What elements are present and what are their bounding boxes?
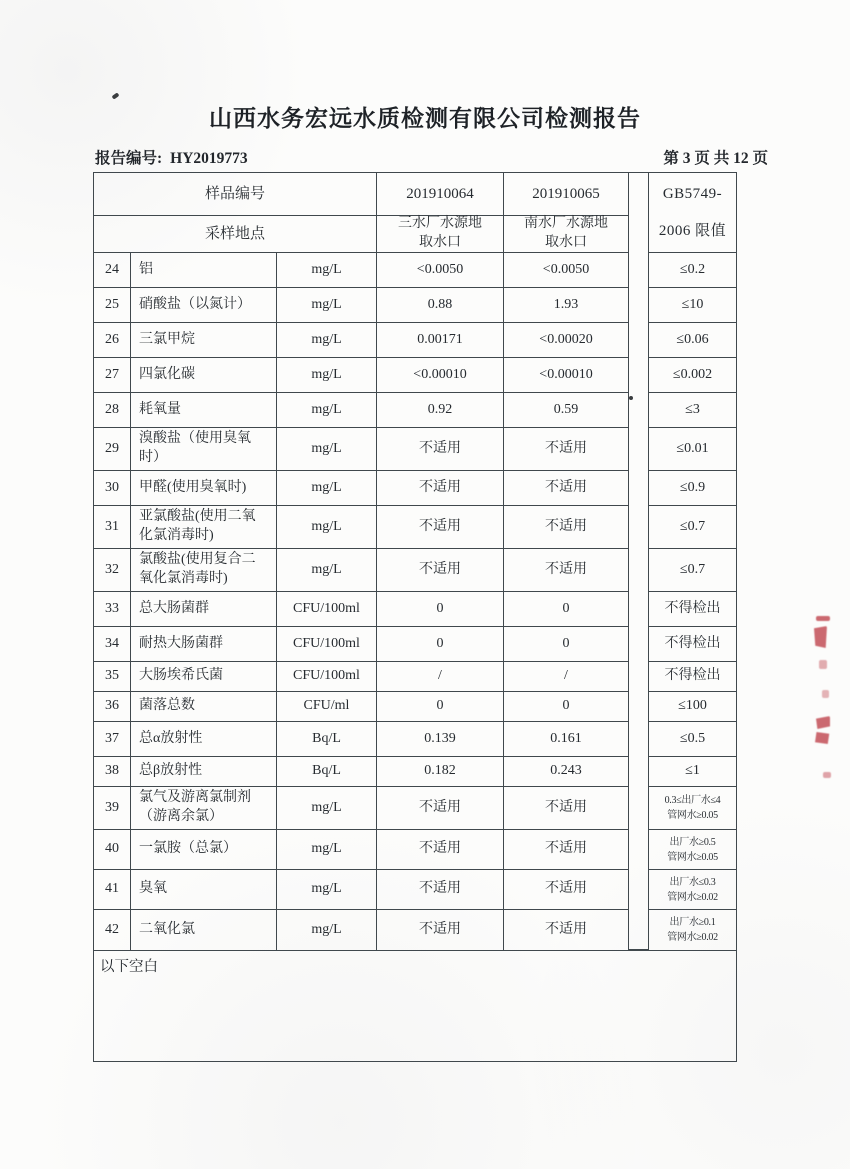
unit-cell: CFU/100ml	[277, 662, 377, 692]
sample1-value-cell: 不适用	[377, 830, 504, 870]
sample2-value-cell: 1.93	[504, 288, 629, 323]
row-number-cell: 28	[94, 393, 131, 428]
sample2-value-cell: 不适用	[504, 787, 629, 830]
sample1-value-cell: 0.88	[377, 288, 504, 323]
param-name-cell: 四氯化碳	[131, 358, 277, 393]
sample2-site-cell	[504, 216, 629, 253]
limit-cell: 0.3≤出厂水≤4 管网水≥0.05	[648, 787, 736, 830]
sample2-value-cell: <0.00020	[504, 323, 629, 358]
sample1-value-cell: 0	[377, 627, 504, 662]
sample1-site-text: 三水厂水源地取水口	[398, 216, 482, 250]
blank-footer-cell: 以下空白	[94, 950, 736, 1061]
sample2-value-cell: 0	[504, 692, 629, 722]
limit-header-line1: GB5749-	[662, 185, 723, 202]
row-number-cell: 32	[94, 549, 131, 592]
row-number-cell: 29	[94, 428, 131, 471]
report-number	[95, 146, 256, 168]
sample1-value-cell: 不适用	[377, 787, 504, 830]
param-name-cell: 甲醛(使用臭氧时)	[131, 471, 277, 506]
unit-cell: CFU/100ml	[277, 627, 377, 662]
sample1-value-cell: 0.92	[377, 393, 504, 428]
report-number-value: HY2019773	[170, 150, 248, 167]
limit-cell: ≤3	[648, 393, 736, 428]
unit-cell: mg/L	[277, 787, 377, 830]
scan-speck	[111, 92, 119, 99]
row-number-cell: 31	[94, 506, 131, 549]
report-number-label: 报告编号:	[95, 150, 163, 167]
sample2-value-cell: /	[504, 662, 629, 692]
param-name-cell: 总大肠菌群	[131, 592, 277, 627]
row-number-cell: 36	[94, 692, 131, 722]
sample1-value-cell: 0.00171	[377, 323, 504, 358]
param-name-cell: 耐热大肠菌群	[131, 627, 277, 662]
limit-cell: 出厂水≥0.1 管网水≥0.02	[648, 910, 736, 950]
results-table-grid	[94, 173, 736, 1061]
limit-cell: ≤1	[648, 757, 736, 787]
row-number-cell: 38	[94, 757, 131, 787]
param-name-cell: 总β放射性	[131, 757, 277, 787]
row-number-cell: 27	[94, 358, 131, 393]
unit-cell: mg/L	[277, 358, 377, 393]
param-name-cell: 二氧化氯	[131, 910, 277, 950]
limit-cell: 不得检出	[648, 662, 736, 692]
sample1-value-cell: 不适用	[377, 428, 504, 471]
param-name-cell: 耗氧量	[131, 393, 277, 428]
row-number-cell: 39	[94, 787, 131, 830]
sample1-value-cell: 0.182	[377, 757, 504, 787]
limit-cell: 不得检出	[648, 592, 736, 627]
param-name-cell: 臭氧	[131, 870, 277, 910]
param-name-cell: 氯酸盐(使用复合二氧化氯消毒时)	[131, 549, 277, 592]
sample2-value-cell: 不适用	[504, 428, 629, 471]
row-number-cell: 24	[94, 253, 131, 288]
unit-cell: mg/L	[277, 288, 377, 323]
unit-cell: mg/L	[277, 323, 377, 358]
sample2-value-cell: 0.59	[504, 393, 629, 428]
unit-cell: mg/L	[277, 393, 377, 428]
limit-cell: ≤100	[648, 692, 736, 722]
limit-cell: 出厂水≤0.3 管网水≥0.02	[648, 870, 736, 910]
sample2-value-cell: 不适用	[504, 471, 629, 506]
unit-cell: mg/L	[277, 506, 377, 549]
row-number-cell: 42	[94, 910, 131, 950]
sample2-number-cell: 201910065	[504, 173, 629, 216]
sample2-value-cell: 0	[504, 592, 629, 627]
row-number-cell: 34	[94, 627, 131, 662]
row-number-cell: 35	[94, 662, 131, 692]
sample1-value-cell: 不适用	[377, 506, 504, 549]
sample2-site-text: 南水厂水源地取水口	[524, 216, 608, 250]
sample2-value-cell: 不适用	[504, 870, 629, 910]
param-name-cell: 菌落总数	[131, 692, 277, 722]
sample1-value-cell: 不适用	[377, 910, 504, 950]
sample1-value-cell: 不适用	[377, 471, 504, 506]
sample1-value-cell: /	[377, 662, 504, 692]
sample2-value-cell: <0.0050	[504, 253, 629, 288]
limit-header-cell	[648, 173, 736, 253]
limit-cell: ≤0.5	[648, 722, 736, 757]
unit-cell: mg/L	[277, 549, 377, 592]
limit-cell: ≤0.002	[648, 358, 736, 393]
unit-cell: mg/L	[277, 428, 377, 471]
row-number-cell: 30	[94, 471, 131, 506]
unit-cell: CFU/ml	[277, 692, 377, 722]
limit-cell: 出厂水≥0.5 管网水≥0.05	[648, 830, 736, 870]
limit-cell: 不得检出	[648, 627, 736, 662]
sample1-value-cell: <0.0050	[377, 253, 504, 288]
param-name-cell: 亚氯酸盐(使用二氧化氯消毒时)	[131, 506, 277, 549]
sample1-value-cell: 不适用	[377, 870, 504, 910]
param-name-cell: 溴酸盐（使用臭氧时）	[131, 428, 277, 471]
sample1-number-cell: 201910064	[377, 173, 504, 216]
row-number-cell: 26	[94, 323, 131, 358]
sample1-value-cell: 0.139	[377, 722, 504, 757]
row-number-cell: 33	[94, 592, 131, 627]
sample1-value-cell: 0	[377, 692, 504, 722]
limit-cell: ≤0.2	[648, 253, 736, 288]
sampling-site-label-cell: 采样地点	[94, 216, 377, 253]
limit-cell: ≤0.7	[648, 549, 736, 592]
limit-cell: ≤0.01	[648, 428, 736, 471]
unit-cell: Bq/L	[277, 757, 377, 787]
sample2-value-cell: 不适用	[504, 549, 629, 592]
sample2-value-cell: 不适用	[504, 506, 629, 549]
sample2-value-cell: 不适用	[504, 910, 629, 950]
unit-cell: mg/L	[277, 471, 377, 506]
page-title: 山西水务宏远水质检测有限公司检测报告	[209, 105, 641, 131]
sample1-value-cell: <0.00010	[377, 358, 504, 393]
param-name-cell: 总α放射性	[131, 722, 277, 757]
limit-cell: ≤0.06	[648, 323, 736, 358]
sample-number-label-cell: 样品编号	[94, 173, 377, 216]
row-number-cell: 37	[94, 722, 131, 757]
unit-cell: Bq/L	[277, 722, 377, 757]
sample2-value-cell: 不适用	[504, 830, 629, 870]
results-table	[93, 172, 737, 1062]
param-name-cell: 氯气及游离氯制剂（游离余氯）	[131, 787, 277, 830]
param-name-cell: 三氯甲烷	[131, 323, 277, 358]
param-name-cell: 一氯胺（总氯）	[131, 830, 277, 870]
limit-cell: ≤10	[648, 288, 736, 323]
sample1-value-cell: 不适用	[377, 549, 504, 592]
sample2-value-cell: <0.00010	[504, 358, 629, 393]
sample1-value-cell: 0	[377, 592, 504, 627]
param-name-cell: 大肠埃希氏菌	[131, 662, 277, 692]
spacer-column	[629, 173, 648, 950]
row-number-cell: 40	[94, 830, 131, 870]
unit-cell: CFU/100ml	[277, 592, 377, 627]
limit-header-line2: 2006 限值	[658, 223, 727, 240]
sample2-value-cell: 0.243	[504, 757, 629, 787]
limit-cell: ≤0.7	[648, 506, 736, 549]
param-name-cell: 硝酸盐（以氮计）	[131, 288, 277, 323]
unit-cell: mg/L	[277, 910, 377, 950]
page-indicator: 第 3 页 共 12 页	[663, 150, 768, 167]
red-seal-mark	[810, 612, 836, 792]
limit-cell: ≤0.9	[648, 471, 736, 506]
row-number-cell: 41	[94, 870, 131, 910]
unit-cell: mg/L	[277, 870, 377, 910]
unit-cell: mg/L	[277, 253, 377, 288]
sample2-value-cell: 0.161	[504, 722, 629, 757]
sample2-value-cell: 0	[504, 627, 629, 662]
unit-cell: mg/L	[277, 830, 377, 870]
param-name-cell: 铝	[131, 253, 277, 288]
report-meta-line	[95, 146, 768, 168]
sample1-site-cell	[377, 216, 504, 253]
row-number-cell: 25	[94, 288, 131, 323]
